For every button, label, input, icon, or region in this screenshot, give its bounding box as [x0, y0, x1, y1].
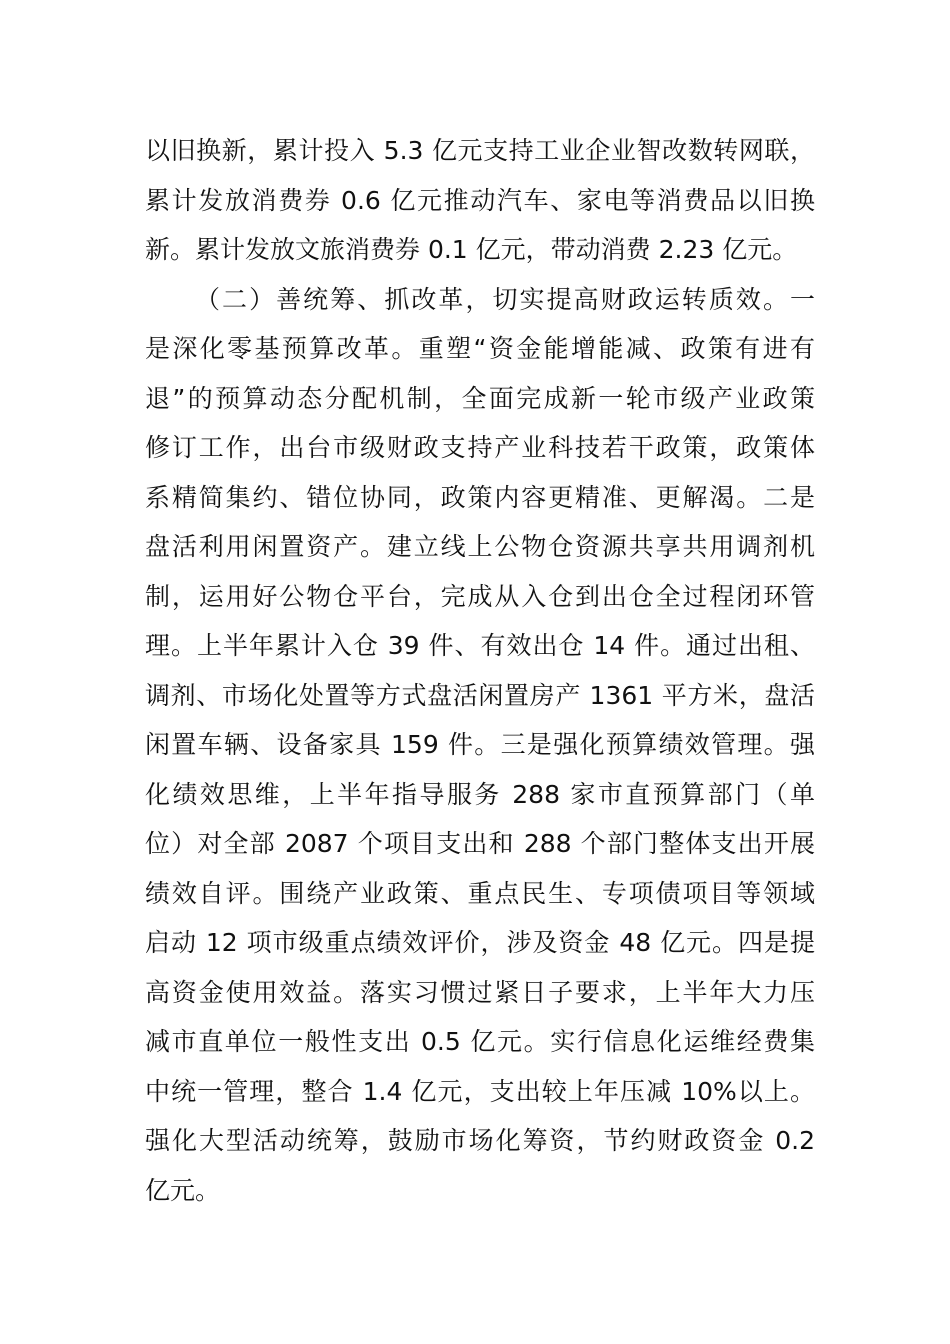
section-heading-line: （二）善统筹、抓改革，切实提高财政运转质效。一: [195, 284, 815, 314]
body-text: [145, 126, 815, 1215]
text-line: 理。上半年累计入仓 39 件、有效出仓 14 件。通过出租、: [145, 631, 815, 660]
text-line: 位）对全部 2087 个项目支出和 288 个部门整体支出开展: [145, 829, 815, 858]
text-line: 是深化零基预算改革。重塑“资金能增能减、政策有进有: [145, 334, 815, 363]
text-line: 制，运用好公物仓平台，完成从入仓到出仓全过程闭环管: [145, 581, 815, 611]
text-line: 启动 12 项市级重点绩效评价，涉及资金 48 亿元。四是提: [145, 928, 815, 957]
text-line: 累计发放消费券 0.6 亿元推动汽车、家电等消费品以旧换: [145, 185, 815, 215]
text-line: 化绩效思维，上半年指导服务 288 家市直预算部门（单: [145, 779, 815, 809]
text-line: 修订工作，出台市级财政支持产业科技若干政策，政策体: [145, 433, 815, 462]
text-line: 高资金使用效益。落实习惯过紧日子要求，上半年大力压: [145, 977, 815, 1007]
text-line: 盘活利用闲置资产。建立线上公物仓资源共享共用调剂机: [145, 532, 815, 561]
text-line: 新。累计发放文旅消费券 0.1 亿元，带动消费 2.23 亿元。: [145, 235, 798, 264]
text-line: 退”的预算动态分配机制，全面完成新一轮市级产业政策: [145, 383, 815, 413]
text-line: 亿元。: [145, 1175, 221, 1205]
text-line: 强化大型活动统筹，鼓励市场化筹资，节约财政资金 0.2: [145, 1126, 815, 1155]
text-line: 系精简集约、错位协同，政策内容更精准、更解渴。二是: [145, 482, 815, 512]
text-line: 减市直单位一般性支出 0.5 亿元。实行信息化运维经费集: [145, 1027, 815, 1056]
text-line: 绩效自评。围绕产业政策、重点民生、专项债项目等领域: [145, 878, 815, 908]
text-line: 以旧换新，累计投入 5.3 亿元支持工业企业智改数转网联，: [145, 136, 815, 165]
text-line: 闲置车辆、设备家具 159 件。三是强化预算绩效管理。强: [145, 730, 815, 759]
text-line: 调剂、市场化处置等方式盘活闲置房产 1361 平方米，盘活: [145, 680, 815, 710]
text-line: 中统一管理，整合 1.4 亿元，支出较上年压减 10%以上。: [145, 1076, 815, 1106]
